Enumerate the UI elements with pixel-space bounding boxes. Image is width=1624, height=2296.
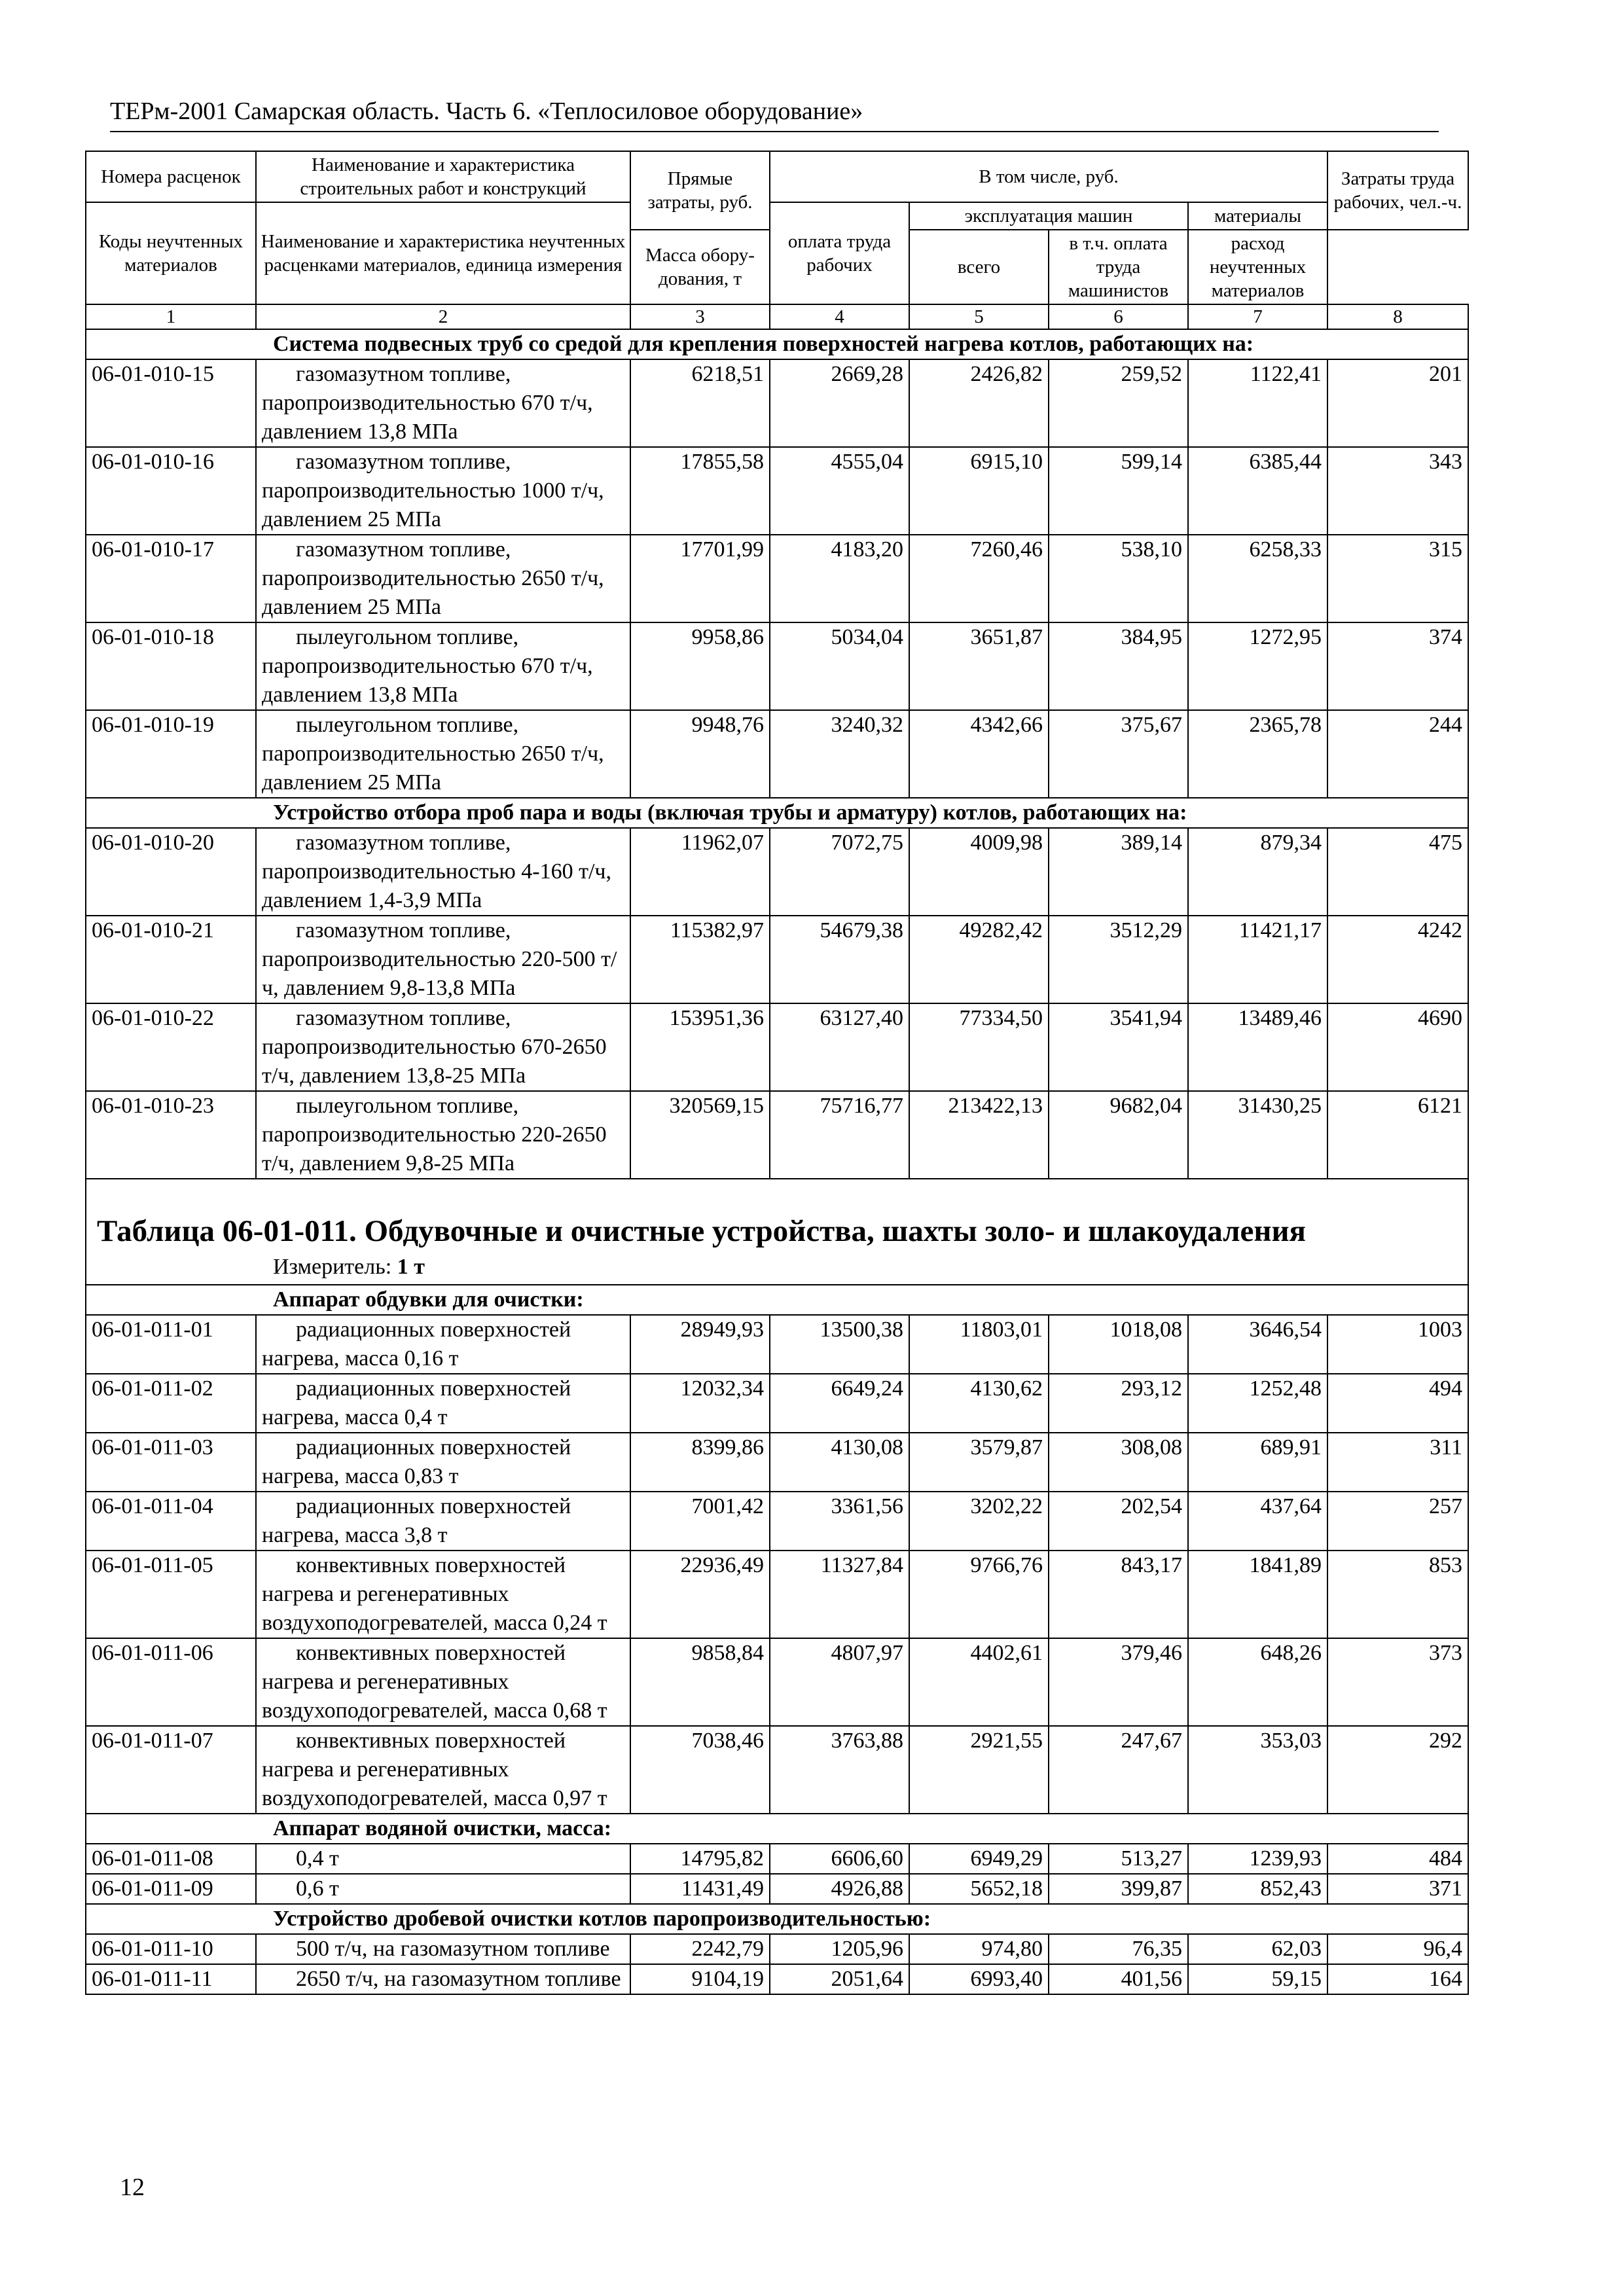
rate-code: 06-01-010-16 [86,447,256,535]
rate-name: газомазутном топливе, паропроизводительностью 220-500 т/ч, давлением 9,8-13,8 МПа [256,916,630,1003]
table-row [86,1874,1468,1904]
section-heading: Устройство дробевой очистки котлов паропроизводительностью: [86,1904,1468,1934]
labor-value: 244 [1327,710,1468,798]
wages-value: 1205,96 [770,1934,909,1964]
rate-code: 06-01-010-23 [86,1091,256,1179]
materials-value: 13489,46 [1188,1003,1327,1091]
direct-costs: 17855,58 [630,447,770,535]
machines-total-header: всего [909,230,1049,304]
direct-costs: 7038,46 [630,1726,770,1814]
machines-total: 2426,82 [909,359,1049,447]
direct-costs: 11962,07 [630,828,770,916]
table-row [86,1551,1468,1638]
rate-code: 06-01-011-09 [86,1874,256,1904]
rate-code: 06-01-010-22 [86,1003,256,1091]
wages-value: 4555,04 [770,447,909,535]
wages-value: 4926,88 [770,1874,909,1904]
materials-value: 689,91 [1188,1433,1327,1492]
labor-value: 4242 [1327,916,1468,1003]
labor-header: Затраты труда рабочих, чел.-ч. [1327,151,1468,230]
table-row [86,1934,1468,1964]
labor-value: 853 [1327,1551,1468,1638]
table-row [86,1844,1468,1874]
column-number: 2 [256,304,630,329]
machines-total: 7260,46 [909,535,1049,622]
direct-costs: 17701,99 [630,535,770,622]
wages-value: 63127,40 [770,1003,909,1091]
rate-code: 06-01-011-11 [86,1964,256,1994]
rate-code: 06-01-010-17 [86,535,256,622]
materials-value: 62,03 [1188,1934,1327,1964]
table-row [86,1003,1468,1091]
rate-name: газомазутном топливе, паропроизводительностью 670 т/ч, давлением 13,8 МПа [256,359,630,447]
column-number: 7 [1188,304,1327,329]
header-row-1 [86,151,1468,202]
wages-value: 3361,56 [770,1492,909,1551]
machinists-wages: 379,46 [1049,1638,1188,1726]
rate-code: 06-01-011-08 [86,1844,256,1874]
labor-value: 4690 [1327,1003,1468,1091]
price-table-document [85,151,1468,1995]
direct-costs: 22936,49 [630,1551,770,1638]
section-heading-row [86,798,1468,828]
including-header: В том числе, руб. [770,151,1327,202]
section-heading-row [86,1814,1468,1844]
mass-header: Масса обору-дования, т [630,230,770,304]
section-heading-row [86,329,1468,359]
direct-costs: 7001,42 [630,1492,770,1551]
table-row [86,535,1468,622]
materials-value: 1252,48 [1188,1374,1327,1433]
rate-name: пылеугольном топливе, паропроизводительностью 220-2650 т/ч, давлением 9,8-25 МПа [256,1091,630,1179]
machinists-wages-header: в т.ч. оплата труда машинистов [1049,230,1188,304]
materials-value: 1122,41 [1188,359,1327,447]
machines-total: 4009,98 [909,828,1049,916]
measure-row [86,1253,1468,1285]
materials-value: 59,15 [1188,1964,1327,1994]
col1-bottom-header: Коды неучтенных материалов [86,202,256,304]
rate-code: 06-01-011-03 [86,1433,256,1492]
direct-costs: 9948,76 [630,710,770,798]
machines-total: 974,80 [909,1934,1049,1964]
direct-costs: 28949,93 [630,1315,770,1374]
labor-value: 315 [1327,535,1468,622]
machinists-wages: 9682,04 [1049,1091,1188,1179]
machines-total: 5652,18 [909,1874,1049,1904]
labor-value: 475 [1327,828,1468,916]
table-row [86,447,1468,535]
col1-top-header: Номера расценок [86,151,256,202]
machinists-wages: 1018,08 [1049,1315,1188,1374]
rate-code: 06-01-011-05 [86,1551,256,1638]
section-heading-row [86,1904,1468,1934]
col2-bottom-header: Наименование и характеристика неучтенных расценками материалов, единица измерения [256,202,630,304]
materials-value: 31430,25 [1188,1091,1327,1179]
materials-value: 852,43 [1188,1874,1327,1904]
materials-value: 2365,78 [1188,710,1327,798]
materials-value: 648,26 [1188,1638,1327,1726]
wages-value: 4183,20 [770,535,909,622]
direct-costs: 320569,15 [630,1091,770,1179]
wages-value: 11327,84 [770,1551,909,1638]
rate-name: конвективных поверхностей нагрева и регенеративных воздухоподогревателей, масса 0,97 т [256,1726,630,1814]
table-row [86,1091,1468,1179]
column-number: 8 [1327,304,1468,329]
machines-header: эксплуатация машин [909,202,1188,230]
labor-value: 371 [1327,1874,1468,1904]
table-title-row [86,1203,1468,1253]
rate-name: 0,4 т [256,1844,630,1874]
machinists-wages: 3541,94 [1049,1003,1188,1091]
wages-value: 3240,32 [770,710,909,798]
materials-value: 1239,93 [1188,1844,1327,1874]
materials-header: материалы [1188,202,1327,230]
machinists-wages: 3512,29 [1049,916,1188,1003]
machines-total: 77334,50 [909,1003,1049,1091]
rate-code: 06-01-011-06 [86,1638,256,1726]
wages-value: 4807,97 [770,1638,909,1726]
section-heading: Устройство отбора проб пара и воды (включая трубы и арматуру) котлов, работающих на: [86,798,1468,828]
table-row [86,622,1468,710]
machinists-wages: 389,14 [1049,828,1188,916]
labor-value: 311 [1327,1433,1468,1492]
section-heading: Аппарат водяной очистки, масса: [86,1814,1468,1844]
table-row [86,1374,1468,1433]
rate-name: радиационных поверхностей нагрева, масса 0,4 т [256,1374,630,1433]
machines-total: 11803,01 [909,1315,1049,1374]
table-row [86,1638,1468,1726]
labor-value: 164 [1327,1964,1468,1994]
direct-costs: 9104,19 [630,1964,770,1994]
rate-code: 06-01-011-10 [86,1934,256,1964]
machinists-wages: 259,52 [1049,359,1188,447]
direct-costs: 6218,51 [630,359,770,447]
rate-code: 06-01-011-01 [86,1315,256,1374]
materials-value: 6258,33 [1188,535,1327,622]
machinists-wages: 247,67 [1049,1726,1188,1814]
machines-total: 6915,10 [909,447,1049,535]
price-table [85,151,1469,1995]
machines-total: 3202,22 [909,1492,1049,1551]
column-number: 4 [770,304,909,329]
rate-code: 06-01-010-19 [86,710,256,798]
rate-name: радиационных поверхностей нагрева, масса 0,16 т [256,1315,630,1374]
wages-value: 6649,24 [770,1374,909,1433]
machinists-wages: 308,08 [1049,1433,1188,1492]
section-heading-row [86,1285,1468,1315]
machines-total: 3651,87 [909,622,1049,710]
wages-value: 75716,77 [770,1091,909,1179]
page-header: ТЕРм-2001 Самарская область. Часть 6. «Теплосиловое оборудование» [110,96,1439,132]
machines-total: 9766,76 [909,1551,1049,1638]
rate-code: 06-01-010-15 [86,359,256,447]
table-gap-cell [86,1179,1468,1203]
materials-value: 1272,95 [1188,622,1327,710]
direct-costs: 115382,97 [630,916,770,1003]
column-number: 1 [86,304,256,329]
column-number: 5 [909,304,1049,329]
labor-value: 96,4 [1327,1934,1468,1964]
direct-costs: 9858,84 [630,1638,770,1726]
labor-value: 374 [1327,622,1468,710]
wages-value: 4130,08 [770,1433,909,1492]
rate-name: радиационных поверхностей нагрева, масса 3,8 т [256,1492,630,1551]
column-number: 3 [630,304,770,329]
machinists-wages: 538,10 [1049,535,1188,622]
wages-value: 3763,88 [770,1726,909,1814]
column-number: 6 [1049,304,1188,329]
materials-value: 3646,54 [1188,1315,1327,1374]
rate-name: пылеугольном топливе, паропроизводительностью 2650 т/ч, давлением 25 МПа [256,710,630,798]
machinists-wages: 599,14 [1049,447,1188,535]
machinists-wages: 76,35 [1049,1934,1188,1964]
rate-name: 500 т/ч, на газомазутном топливе [256,1934,630,1964]
direct-costs: 14795,82 [630,1844,770,1874]
table-gap-row [86,1179,1468,1203]
col2-top-header: Наименование и характеристика строительных работ и конструкций [256,151,630,202]
rate-code: 06-01-010-20 [86,828,256,916]
machines-total: 4130,62 [909,1374,1049,1433]
direct-costs-header: Прямые затраты, руб. [630,151,770,230]
rate-name: конвективных поверхностей нагрева и регенеративных воздухоподогревателей, масса 0,68 т [256,1638,630,1726]
machinists-wages: 513,27 [1049,1844,1188,1874]
wages-value: 7072,75 [770,828,909,916]
wages-value: 54679,38 [770,916,909,1003]
wages-header: оплата труда рабочих [770,202,909,304]
machinists-wages: 293,12 [1049,1374,1188,1433]
direct-costs: 9958,86 [630,622,770,710]
measure-cell [86,1253,1468,1285]
machines-total: 4342,66 [909,710,1049,798]
machines-total: 49282,42 [909,916,1049,1003]
header-row-2 [86,202,1468,230]
rate-name: пылеугольном топливе, паропроизводительностью 670 т/ч, давлением 13,8 МПа [256,622,630,710]
rate-code: 06-01-011-07 [86,1726,256,1814]
table-row [86,1315,1468,1374]
labor-value: 257 [1327,1492,1468,1551]
materials-value: 437,64 [1188,1492,1327,1551]
rate-name: конвективных поверхностей нагрева и регенеративных воздухоподогревателей, масса 0,24 т [256,1551,630,1638]
labor-value: 292 [1327,1726,1468,1814]
labor-value: 1003 [1327,1315,1468,1374]
measure-value: 1 т [397,1255,425,1279]
table-row [86,1492,1468,1551]
machinists-wages: 202,54 [1049,1492,1188,1551]
wages-value: 5034,04 [770,622,909,710]
table-row [86,359,1468,447]
materials-value: 353,03 [1188,1726,1327,1814]
rate-name: 0,6 т [256,1874,630,1904]
direct-costs: 153951,36 [630,1003,770,1091]
wages-value: 6606,60 [770,1844,909,1874]
materials-value: 1841,89 [1188,1551,1327,1638]
rate-name: газомазутном топливе, паропроизводительностью 4-160 т/ч, давлением 1,4-3,9 МПа [256,828,630,916]
direct-costs: 11431,49 [630,1874,770,1904]
page-number: 12 [120,2174,145,2201]
labor-value: 373 [1327,1638,1468,1726]
table-row [86,1964,1468,1994]
rate-name: 2650 т/ч, на газомазутном топливе [256,1964,630,1994]
materials-value: 879,34 [1188,828,1327,916]
machinists-wages: 384,95 [1049,622,1188,710]
rate-name: радиационных поверхностей нагрева, масса 0,83 т [256,1433,630,1492]
table-row [86,1726,1468,1814]
machines-total: 6993,40 [909,1964,1049,1994]
machines-total: 2921,55 [909,1726,1049,1814]
rate-code: 06-01-010-18 [86,622,256,710]
table-row [86,1433,1468,1492]
column-numbers-row [86,304,1468,329]
section-heading: Аппарат обдувки для очистки: [86,1285,1468,1315]
machinists-wages: 401,56 [1049,1964,1188,1994]
labor-value: 494 [1327,1374,1468,1433]
machinists-wages: 843,17 [1049,1551,1188,1638]
rate-code: 06-01-011-02 [86,1374,256,1433]
labor-value: 6121 [1327,1091,1468,1179]
wages-value: 13500,38 [770,1315,909,1374]
machines-total: 3579,87 [909,1433,1049,1492]
table-title: Таблица 06-01-011. Обдувочные и очистные устройства, шахты золо- и шлакоудаления [86,1203,1468,1253]
table-row [86,710,1468,798]
unaccounted-materials-header: расход неучтенных материалов [1188,230,1327,304]
materials-value: 11421,17 [1188,916,1327,1003]
wages-value: 2669,28 [770,359,909,447]
machines-total: 213422,13 [909,1091,1049,1179]
machines-total: 6949,29 [909,1844,1049,1874]
labor-value: 343 [1327,447,1468,535]
table-row [86,828,1468,916]
wages-value: 2051,64 [770,1964,909,1994]
rate-code: 06-01-011-04 [86,1492,256,1551]
rate-name: газомазутном топливе, паропроизводительностью 2650 т/ч, давлением 25 МПа [256,535,630,622]
materials-value: 6385,44 [1188,447,1327,535]
direct-costs: 12032,34 [630,1374,770,1433]
table-row [86,916,1468,1003]
rate-name: газомазутном топливе, паропроизводительностью 670-2650 т/ч, давлением 13,8-25 МПа [256,1003,630,1091]
section-heading: Система подвесных труб со средой для крепления поверхностей нагрева котлов, работающих на: [86,329,1468,359]
labor-value: 484 [1327,1844,1468,1874]
labor-value: 201 [1327,359,1468,447]
machinists-wages: 399,87 [1049,1874,1188,1904]
rate-name: газомазутном топливе, паропроизводительностью 1000 т/ч, давлением 25 МПа [256,447,630,535]
rate-code: 06-01-010-21 [86,916,256,1003]
machines-total: 4402,61 [909,1638,1049,1726]
machinists-wages: 375,67 [1049,710,1188,798]
direct-costs: 2242,79 [630,1934,770,1964]
direct-costs: 8399,86 [630,1433,770,1492]
measure-label: Измеритель: [273,1255,392,1279]
